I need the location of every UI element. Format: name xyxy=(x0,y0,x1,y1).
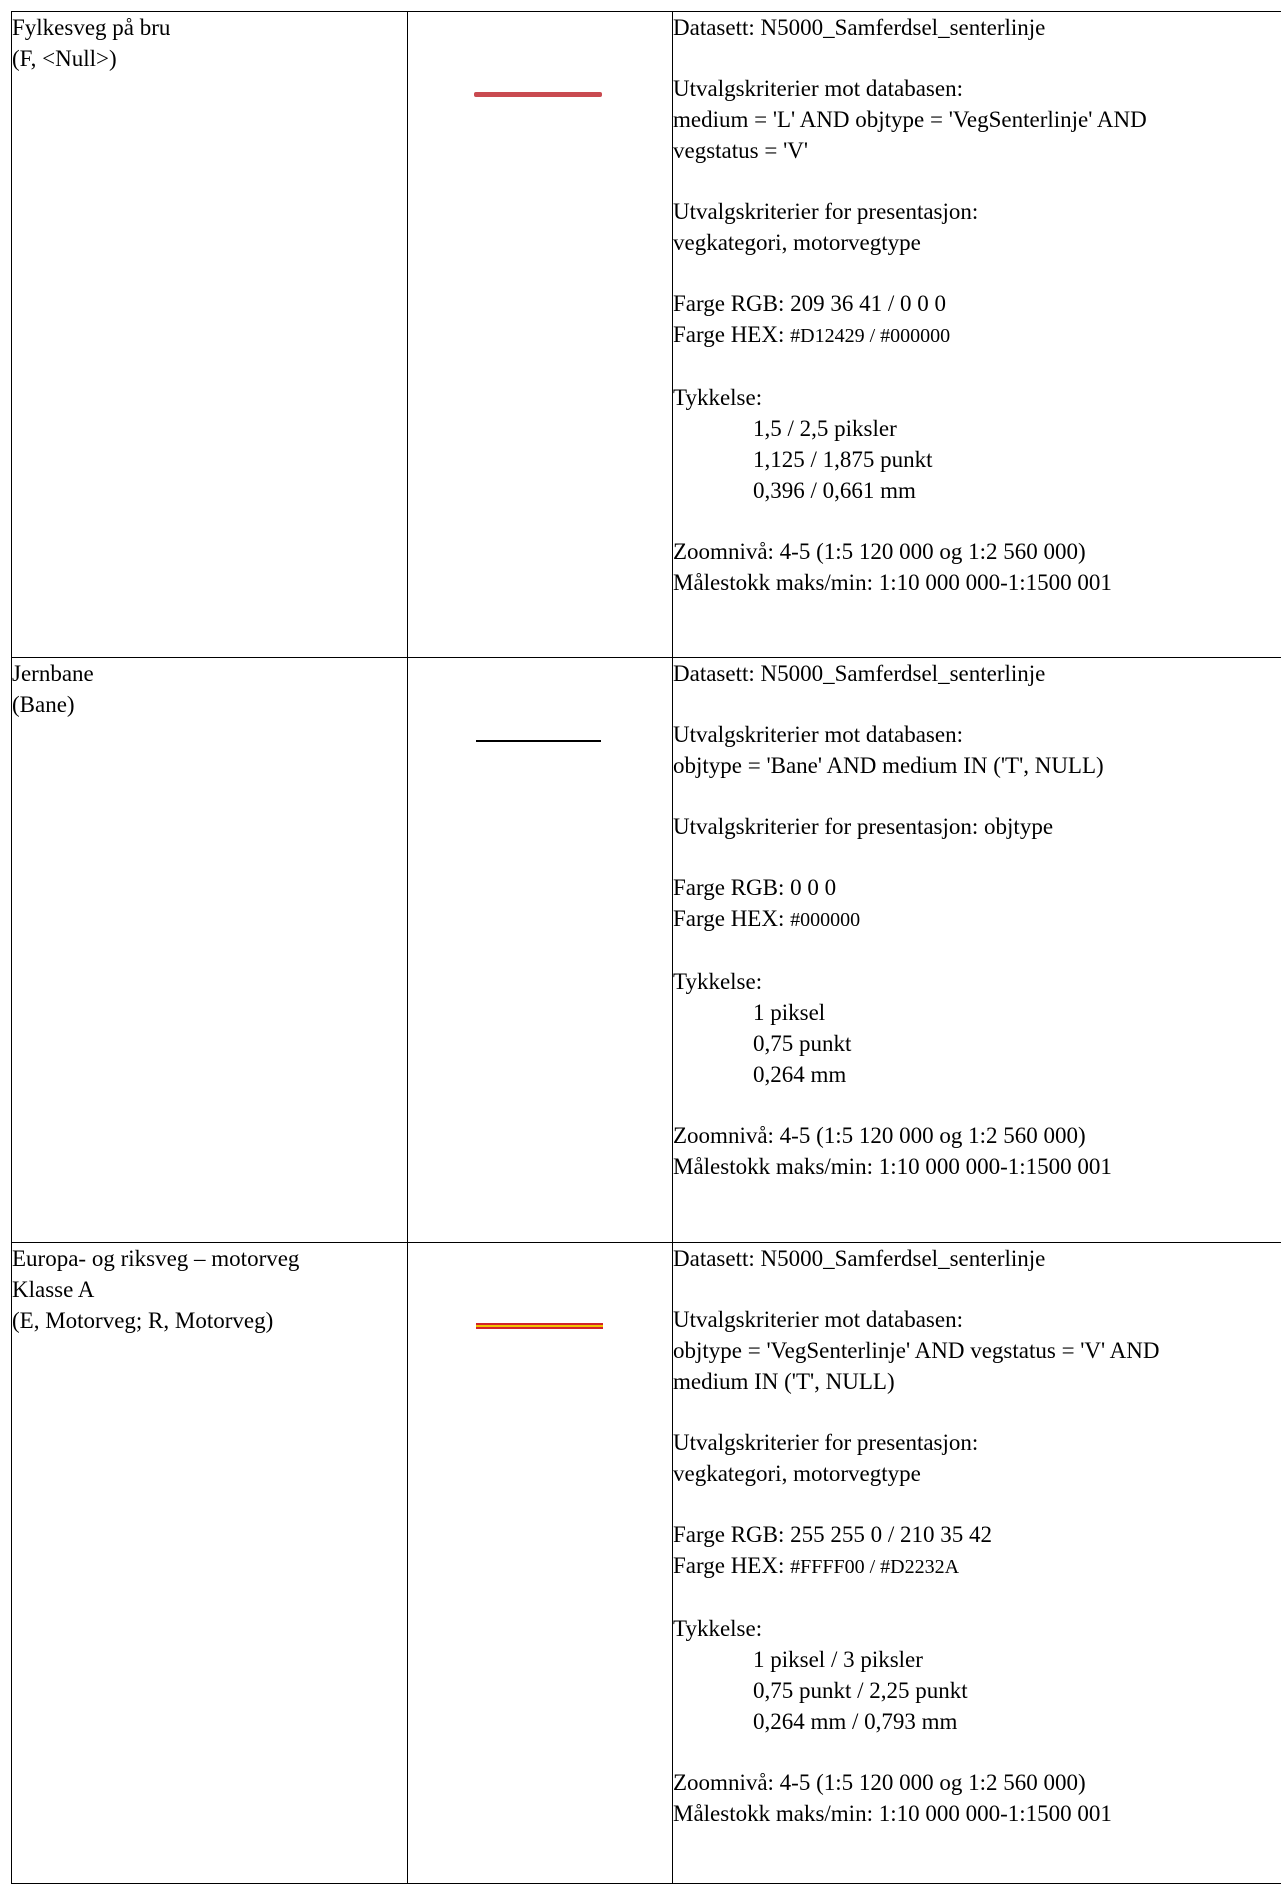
zoom-info xyxy=(673,536,1281,598)
thickness-title: Tykkelse: xyxy=(673,382,1281,413)
color-rgb-label: Farge RGB: xyxy=(673,291,790,316)
line-symbol-stroke xyxy=(476,740,601,742)
table-row xyxy=(12,658,1281,1243)
scale-range: Målestokk maks/min: 1:10 000 000-1:1500 001 xyxy=(673,1798,1281,1829)
db-criteria-title: Utvalgskriterier mot databasen: xyxy=(673,719,1281,750)
thickness-line: 1,125 / 1,875 punkt xyxy=(673,444,1281,475)
color-hex-label: Farge HEX: xyxy=(673,906,790,931)
color-hex-label: Farge HEX: xyxy=(673,1553,790,1578)
thickness-info xyxy=(673,382,1281,506)
presentation-criteria-title: Utvalgskriterier for presentasjon: objtype xyxy=(673,811,1281,842)
color-rgb xyxy=(673,288,1281,319)
zoom-level: Zoomnivå: 4-5 (1:5 120 000 og 1:2 560 000) xyxy=(673,1767,1281,1798)
zoom-info xyxy=(673,1767,1281,1829)
table-row xyxy=(12,1243,1281,1884)
line-symbol xyxy=(476,1323,603,1329)
feature-code: (F, <Null>) xyxy=(12,43,407,74)
line-symbol xyxy=(474,92,602,97)
presentation-criteria xyxy=(673,811,1281,842)
db-criteria-line: medium IN ('T', NULL) xyxy=(673,1366,1281,1397)
thickness-info xyxy=(673,966,1281,1090)
thickness-line: 0,75 punkt xyxy=(673,1028,1281,1059)
db-criteria xyxy=(673,1304,1281,1397)
description-cell xyxy=(673,1243,1281,1884)
presentation-criteria xyxy=(673,196,1281,258)
thickness-line: 1 piksel xyxy=(673,997,1281,1028)
db-criteria xyxy=(673,73,1281,166)
db-criteria-line: medium = 'L' AND objtype = 'VegSenterlinje' AND xyxy=(673,104,1281,135)
dataset-text: Datasett: N5000_Samferdsel_senterlinje xyxy=(673,12,1281,43)
presentation-criteria-line: vegkategori, motorvegtype xyxy=(673,227,1281,258)
color-rgb-label: Farge RGB: xyxy=(673,1522,790,1547)
symbol-cell xyxy=(408,658,673,1243)
color-rgb-value: 0 0 0 xyxy=(790,875,836,900)
description-cell xyxy=(673,658,1281,1243)
line-symbol-casing-bottom xyxy=(476,1327,603,1329)
color-hex-value: #D12429 / #000000 xyxy=(790,325,950,347)
color-info xyxy=(673,288,1281,352)
color-hex xyxy=(673,903,1281,936)
scale-range: Målestokk maks/min: 1:10 000 000-1:1500 001 xyxy=(673,1151,1281,1182)
scale-range: Målestokk maks/min: 1:10 000 000-1:1500 001 xyxy=(673,567,1281,598)
color-rgb xyxy=(673,1519,1281,1550)
color-rgb-value: 209 36 41 / 0 0 0 xyxy=(790,291,946,316)
zoom-info xyxy=(673,1120,1281,1182)
thickness-line: 0,264 mm / 0,793 mm xyxy=(673,1706,1281,1737)
db-criteria-line: vegstatus = 'V' xyxy=(673,135,1281,166)
feature-name: Fylkesveg på bru xyxy=(12,12,407,43)
db-criteria-line: objtype = 'VegSenterlinje' AND vegstatus = 'V' AND xyxy=(673,1335,1281,1366)
db-criteria-title: Utvalgskriterier mot databasen: xyxy=(673,73,1281,104)
description-cell xyxy=(673,12,1281,658)
thickness-line: 0,75 punkt / 2,25 punkt xyxy=(673,1675,1281,1706)
feature-name: Jernbane xyxy=(12,658,407,689)
feature-name-cell xyxy=(12,1243,408,1884)
presentation-criteria-line: vegkategori, motorvegtype xyxy=(673,1458,1281,1489)
feature-code: (Bane) xyxy=(12,689,407,720)
thickness-title: Tykkelse: xyxy=(673,1613,1281,1644)
color-rgb-label: Farge RGB: xyxy=(673,875,790,900)
feature-name: Europa- og riksveg – motorveg xyxy=(12,1243,407,1274)
thickness-line: 0,396 / 0,661 mm xyxy=(673,475,1281,506)
dataset-text: Datasett: N5000_Samferdsel_senterlinje xyxy=(673,658,1281,689)
zoom-level: Zoomnivå: 4-5 (1:5 120 000 og 1:2 560 000) xyxy=(673,536,1281,567)
line-symbol-stroke xyxy=(474,92,602,97)
db-criteria-line: objtype = 'Bane' AND medium IN ('T', NULL) xyxy=(673,750,1281,781)
color-info xyxy=(673,1519,1281,1583)
color-hex-value: #000000 xyxy=(790,909,860,931)
color-hex-label: Farge HEX: xyxy=(673,322,790,347)
color-rgb xyxy=(673,872,1281,903)
feature-code: (E, Motorveg; R, Motorveg) xyxy=(12,1305,407,1336)
symbol-cell xyxy=(408,12,673,658)
feature-name-cell xyxy=(12,12,408,658)
feature-class: Klasse A xyxy=(12,1274,407,1305)
symbol-cell xyxy=(408,1243,673,1884)
thickness-title: Tykkelse: xyxy=(673,966,1281,997)
table-row xyxy=(12,12,1281,658)
presentation-criteria-title: Utvalgskriterier for presentasjon: xyxy=(673,1427,1281,1458)
presentation-criteria-title: Utvalgskriterier for presentasjon: xyxy=(673,196,1281,227)
legend-table xyxy=(11,11,1281,1884)
db-criteria-title: Utvalgskriterier mot databasen: xyxy=(673,1304,1281,1335)
db-criteria xyxy=(673,719,1281,781)
thickness-line: 0,264 mm xyxy=(673,1059,1281,1090)
dataset-text: Datasett: N5000_Samferdsel_senterlinje xyxy=(673,1243,1281,1274)
thickness-line: 1 piksel / 3 piksler xyxy=(673,1644,1281,1675)
color-hex-value: #FFFF00 / #D2232A xyxy=(790,1556,959,1578)
color-rgb-value: 255 255 0 / 210 35 42 xyxy=(790,1522,992,1547)
zoom-level: Zoomnivå: 4-5 (1:5 120 000 og 1:2 560 000) xyxy=(673,1120,1281,1151)
line-symbol xyxy=(476,740,601,742)
color-hex xyxy=(673,1550,1281,1583)
feature-name-cell xyxy=(12,658,408,1243)
color-hex xyxy=(673,319,1281,352)
presentation-criteria xyxy=(673,1427,1281,1489)
thickness-line: 1,5 / 2,5 piksler xyxy=(673,413,1281,444)
color-info xyxy=(673,872,1281,936)
thickness-info xyxy=(673,1613,1281,1737)
